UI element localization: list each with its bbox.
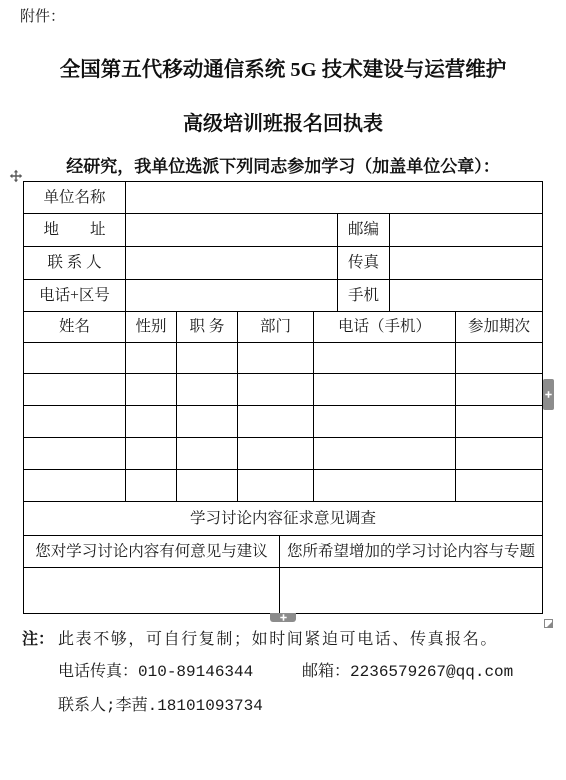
participant-position-cell[interactable]	[177, 406, 238, 438]
participant-phone-cell[interactable]	[314, 343, 456, 374]
participant-phone-cell[interactable]	[314, 374, 456, 406]
participant-gender-cell[interactable]	[126, 374, 177, 406]
participant-position-cell[interactable]	[177, 374, 238, 406]
address-label: 地 址	[24, 214, 126, 247]
header-name: 姓名	[24, 312, 126, 343]
participant-name-cell[interactable]	[24, 343, 126, 374]
note-label: 注：	[22, 631, 55, 649]
contact-person-value[interactable]	[126, 247, 338, 280]
unit-name-value[interactable]	[126, 182, 543, 214]
email-value: 2236579267@qq.com	[350, 663, 514, 681]
phone-fax-line	[58, 662, 253, 682]
participant-row	[24, 438, 543, 470]
phone-fax-label: 电话传真：	[58, 663, 139, 681]
participant-name-cell[interactable]	[24, 406, 126, 438]
participant-row	[24, 470, 543, 502]
participant-gender-cell[interactable]	[126, 470, 177, 502]
header-department: 部门	[238, 312, 314, 343]
survey-topics-header: 您所希望增加的学习讨论内容与专题	[280, 536, 543, 568]
participant-name-cell[interactable]	[24, 470, 126, 502]
email-line	[302, 662, 513, 682]
participant-session-cell[interactable]	[456, 470, 543, 502]
participant-position-cell[interactable]	[177, 470, 238, 502]
table-resize-handle[interactable]	[544, 615, 553, 624]
participant-name-cell[interactable]	[24, 438, 126, 470]
participants-header-row	[24, 312, 543, 343]
postcode-label: 邮编	[338, 214, 390, 247]
phone-row	[24, 280, 543, 312]
participant-department-cell[interactable]	[238, 470, 314, 502]
header-phone: 电话（手机）	[314, 312, 456, 343]
participant-session-cell[interactable]	[456, 374, 543, 406]
participant-session-cell[interactable]	[456, 406, 543, 438]
contact-line: 联系人;李茜.18101093734	[58, 697, 263, 715]
header-gender: 性别	[126, 312, 177, 343]
resize-corner-icon	[544, 619, 553, 628]
participant-gender-cell[interactable]	[126, 438, 177, 470]
attachment-label: 附件：	[20, 9, 66, 25]
address-row	[24, 214, 543, 247]
participant-department-cell[interactable]	[238, 374, 314, 406]
survey-topics-answer[interactable]	[280, 568, 543, 614]
email-label: 邮箱：	[302, 663, 351, 681]
phone-area-code-value[interactable]	[126, 280, 338, 312]
participant-department-cell[interactable]	[238, 406, 314, 438]
plus-icon	[280, 614, 287, 621]
address-value[interactable]	[126, 214, 338, 247]
participant-department-cell[interactable]	[238, 343, 314, 374]
phone-area-code-label: 电话+区号	[24, 280, 126, 312]
participant-session-cell[interactable]	[456, 343, 543, 374]
postcode-value[interactable]	[390, 214, 543, 247]
header-session: 参加期次	[456, 312, 543, 343]
fax-value[interactable]	[390, 247, 543, 280]
participant-row	[24, 374, 543, 406]
move-arrows-icon	[9, 169, 23, 183]
participant-phone-cell[interactable]	[314, 438, 456, 470]
participant-position-cell[interactable]	[177, 343, 238, 374]
mobile-value[interactable]	[390, 280, 543, 312]
intro-text: 经研究，我单位选派下列同志参加学习（加盖单位公章）：	[66, 157, 500, 176]
phone-fax-value: 010-89146344	[138, 663, 254, 681]
participant-gender-cell[interactable]	[126, 406, 177, 438]
participant-phone-cell[interactable]	[314, 470, 456, 502]
fax-label: 传真	[338, 247, 390, 280]
survey-title-row	[24, 502, 543, 536]
survey-title: 学习讨论内容征求意见调查	[24, 502, 543, 536]
mobile-label: 手机	[338, 280, 390, 312]
participant-session-cell[interactable]	[456, 438, 543, 470]
survey-suggestions-header: 您对学习讨论内容有何意见与建议	[24, 536, 280, 568]
table-move-handle[interactable]	[9, 169, 23, 183]
participant-name-cell[interactable]	[24, 374, 126, 406]
participant-row	[24, 406, 543, 438]
header-position: 职 务	[177, 312, 238, 343]
survey-header-row	[24, 536, 543, 568]
note-text: 此表不够，可自行复制；如时间紧迫可电话、传真报名。	[58, 631, 499, 649]
add-row-handle[interactable]	[270, 613, 296, 622]
contact-person-row	[24, 247, 543, 280]
title-line-1: 全国第五代移动通信系统 5G 技术建设与运营维护	[59, 59, 507, 81]
participant-phone-cell[interactable]	[314, 406, 456, 438]
registration-table	[23, 181, 543, 614]
unit-name-row	[24, 182, 543, 214]
add-column-handle[interactable]	[543, 379, 554, 410]
title-line-2: 高级培训班报名回执表	[183, 113, 383, 135]
contact-person-label: 联 系 人	[24, 247, 126, 280]
participant-gender-cell[interactable]	[126, 343, 177, 374]
survey-suggestions-answer[interactable]	[24, 568, 280, 614]
survey-answer-row	[24, 568, 543, 614]
participant-department-cell[interactable]	[238, 438, 314, 470]
plus-icon	[545, 391, 552, 398]
participant-row	[24, 343, 543, 374]
participant-position-cell[interactable]	[177, 438, 238, 470]
unit-name-label: 单位名称	[24, 182, 126, 214]
